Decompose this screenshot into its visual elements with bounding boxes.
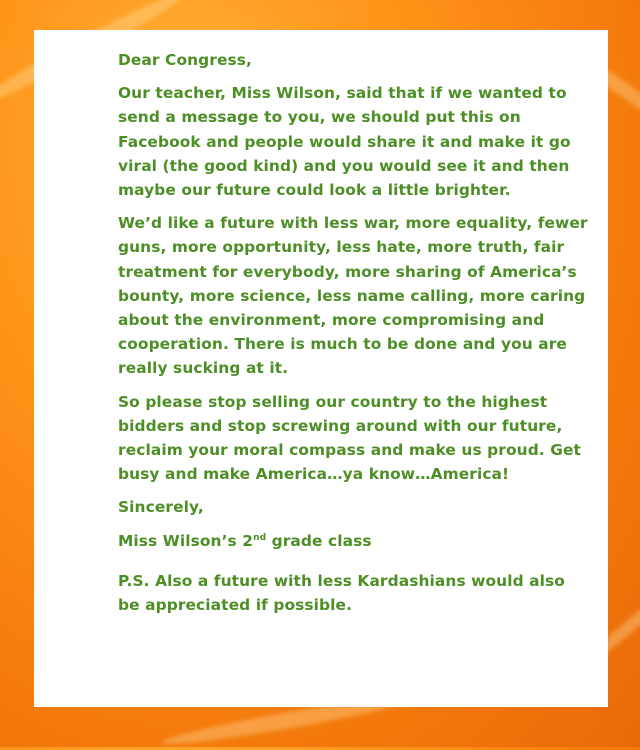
letter-paper bbox=[34, 30, 608, 707]
salutation: Dear Congress, bbox=[118, 51, 252, 69]
signature-suffix: grade class bbox=[266, 531, 372, 550]
signature bbox=[118, 529, 588, 553]
signature-prefix: Miss Wilson’s 2 bbox=[118, 531, 254, 550]
paragraph-intro: Our teacher, Miss Wilson, said that if we wanted to send a message to you, we should put this on Facebook and people would share it and make it go viral (the good kind) and you would see it and then maybe our future could look a little brighter. bbox=[118, 84, 571, 200]
paragraph-wishes: We’d like a future with less war, more equality, fewer guns, more opportunity, less hate, more truth, fair treatment for everybody, more sharing of America’s bounty, more science, less name calling, more caring about the environment, more compromising and cooperation. There is much to be done and you are really sucking at it. bbox=[118, 214, 588, 378]
postscript: P.S. Also a future with less Kardashians would also be appreciated if possible. bbox=[118, 571, 565, 615]
paragraph-request: So please stop selling our country to the highest bidders and stop screwing around with our future, reclaim your moral compass and make us proud. Get busy and make America…ya know…America! bbox=[118, 392, 581, 484]
closing: Sincerely, bbox=[118, 498, 204, 517]
letter-body bbox=[118, 48, 588, 617]
signature-ordinal: nd bbox=[253, 532, 267, 543]
